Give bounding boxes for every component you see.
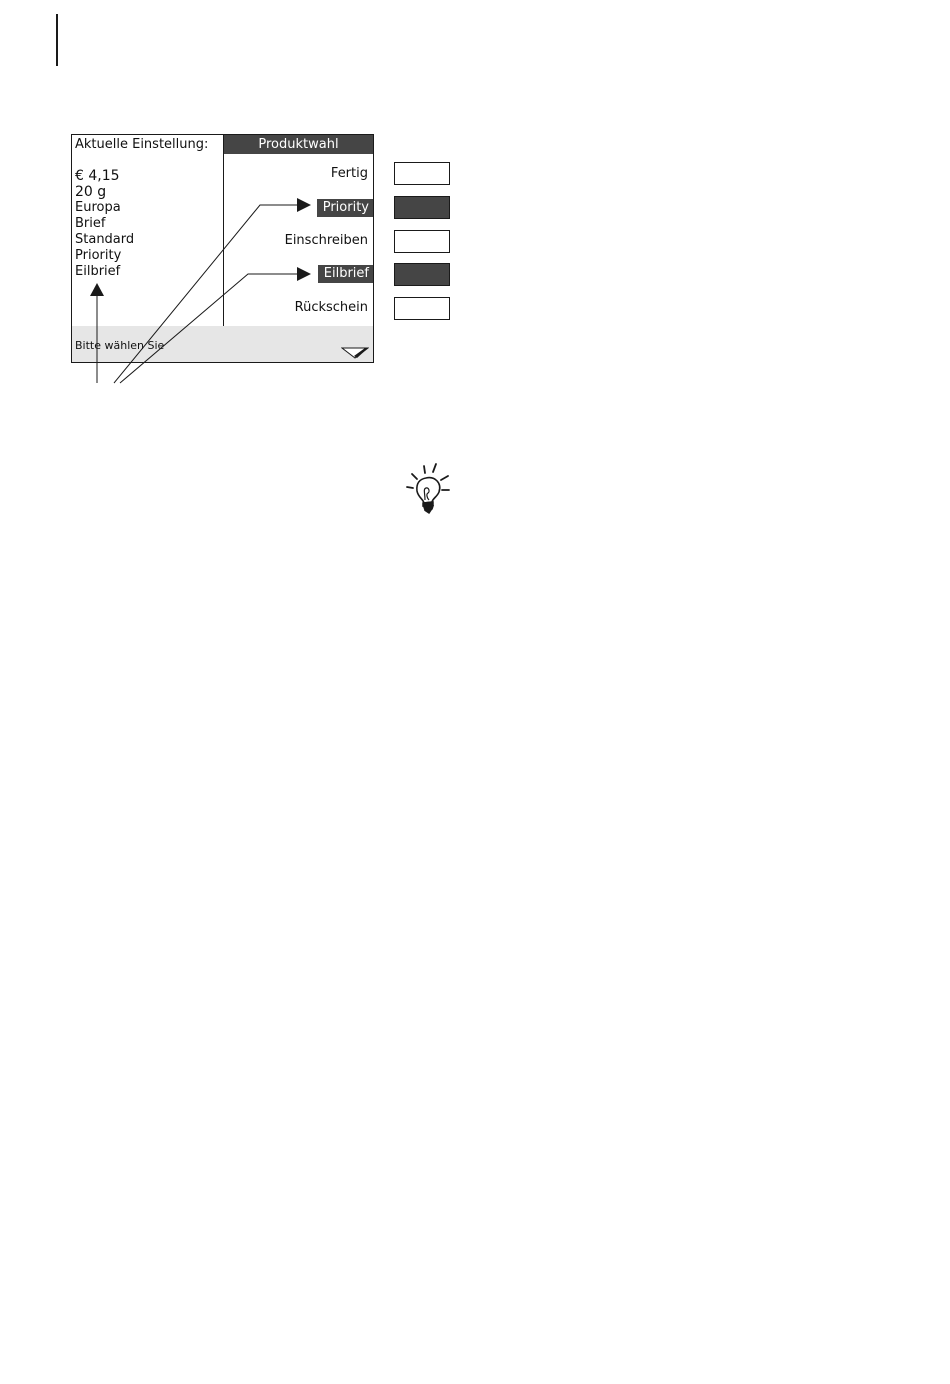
menu-item-rueckschein[interactable]: Rückschein [294, 300, 368, 315]
setting-weight: 20 g [75, 184, 107, 200]
lightbulb-icon [404, 462, 452, 516]
current-settings-title: Aktuelle Einstellung: [75, 137, 209, 152]
callout-arrow-priority [297, 198, 311, 212]
menu-item-einschreiben[interactable]: Einschreiben [284, 233, 368, 248]
status-text: Bitte wählen Sie [75, 339, 165, 352]
menu-item-priority[interactable]: Priority [317, 199, 373, 217]
callout-arrow-eilbrief [297, 267, 311, 281]
menu-item-eilbrief[interactable]: Eilbrief [318, 265, 373, 283]
callout-line-priority [114, 205, 298, 383]
setting-mode: Standard [75, 232, 135, 247]
callout-line-eilbrief [120, 274, 298, 383]
product-menu-header: Produktwahl [224, 135, 373, 154]
setting-type: Brief [75, 216, 106, 231]
setting-option-eilbrief: Eilbrief [75, 264, 121, 279]
setting-price: € 4,15 [75, 168, 120, 184]
callout-arrow-settings [90, 283, 104, 296]
setting-option-priority: Priority [75, 248, 122, 263]
callout-lines [0, 0, 950, 420]
setting-region: Europa [75, 200, 121, 215]
menu-item-fertig[interactable]: Fertig [330, 166, 368, 181]
